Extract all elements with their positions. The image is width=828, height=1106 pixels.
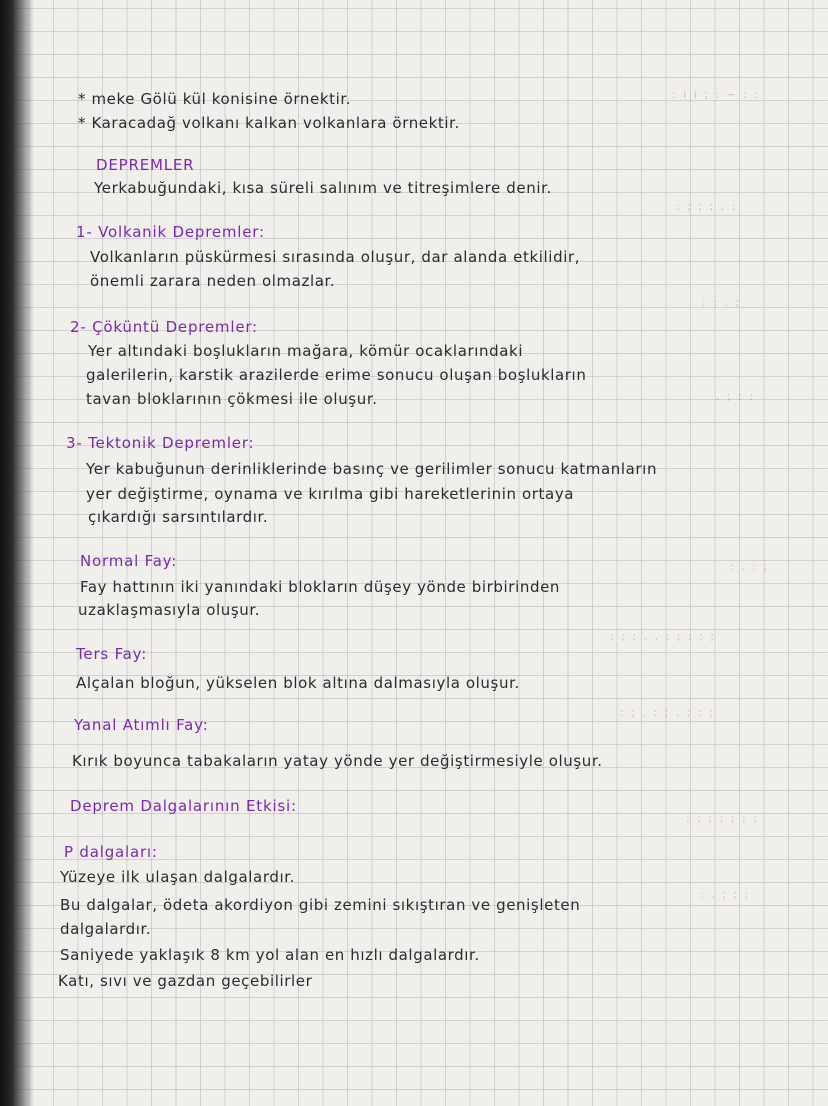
note-line: Saniyede yaklaşık 8 km yol alan en hızlı dalgalardır. bbox=[60, 946, 480, 964]
note-line: dalgalardır. bbox=[60, 920, 152, 938]
note-line: galerilerin, karstik arazilerde erime sonucu oluşan boşlukların bbox=[86, 366, 587, 384]
note-line: Yer altındaki boşlukların mağara, kömür ocaklarındaki bbox=[88, 342, 524, 360]
bleed-mark: : i i ; : ~ : : bbox=[672, 88, 761, 101]
note-line: * meke Gölü kül konisine örnektir. bbox=[78, 90, 352, 108]
section-heading: Deprem Dalgalarının Etkisi: bbox=[70, 797, 297, 815]
section-heading: 3- Tektonik Depremler: bbox=[66, 434, 255, 452]
note-line: tavan bloklarının çökmesi ile oluşur. bbox=[86, 390, 378, 408]
bleed-mark: : : . ; bbox=[702, 296, 742, 309]
section-heading: P dalgaları: bbox=[64, 843, 158, 861]
note-line: önemli zarara neden olmazlar. bbox=[90, 272, 336, 290]
bleed-mark: : . : ; bbox=[730, 560, 770, 573]
section-heading: Ters Fay: bbox=[76, 645, 148, 663]
note-line: yer değiştirme, oynama ve kırılma gibi hareketlerinin ortaya bbox=[86, 485, 575, 503]
bleed-mark: : . ; ; : bbox=[700, 888, 751, 901]
section-heading: 2- Çöküntü Depremler: bbox=[70, 318, 258, 336]
note-line: Kırık boyunca tabakaların yatay yönde yer değiştirmesiyle oluşur. bbox=[72, 752, 603, 770]
note-line: uzaklaşmasıyla oluşur. bbox=[78, 601, 261, 619]
note-line: Yerkabuğundaki, kısa süreli salınım ve titreşimlere denir. bbox=[94, 179, 552, 197]
note-line: Katı, sıvı ve gazdan geçebilirler bbox=[58, 972, 313, 990]
binding-shadow bbox=[0, 0, 34, 1106]
note-line: çıkardığı sarsıntılardır. bbox=[88, 508, 269, 526]
note-line: Fay hattının iki yanındaki blokların düşey yönde birbirinden bbox=[80, 578, 561, 596]
section-heading: Normal Fay: bbox=[80, 552, 178, 570]
bleed-mark: . ; ; : bbox=[716, 390, 756, 403]
bleed-mark: : ; ; : ; : : bbox=[686, 812, 759, 825]
section-heading: DEPREMLER bbox=[96, 156, 195, 174]
bleed-mark: : ; : . . ; ; : : ; bbox=[610, 630, 717, 643]
section-heading: Yanal Atımlı Fay: bbox=[74, 716, 209, 734]
note-line: Bu dalgalar, ödeta akordiyon gibi zemini sıkıştıran ve genişleten bbox=[60, 896, 581, 914]
note-line: Yer kabuğunun derinliklerinde basınç ve gerilimler sonucu katmanların bbox=[86, 460, 658, 478]
bleed-mark: : ; . : ; . ; : ; bbox=[620, 706, 715, 719]
section-heading: 1- Volkanik Depremler: bbox=[76, 223, 265, 241]
note-line: Yüzeye ilk ulaşan dalgalardır. bbox=[60, 868, 295, 886]
note-line: Volkanların püskürmesi sırasında oluşur, dar alanda etkilidir, bbox=[90, 248, 581, 266]
bleed-mark: : ; ; ; . : bbox=[676, 200, 738, 213]
note-line: * Karacadağ volkanı kalkan volkanlara örnektir. bbox=[78, 114, 460, 132]
note-line: Alçalan bloğun, yükselen blok altına dalmasıyla oluşur. bbox=[76, 674, 520, 692]
